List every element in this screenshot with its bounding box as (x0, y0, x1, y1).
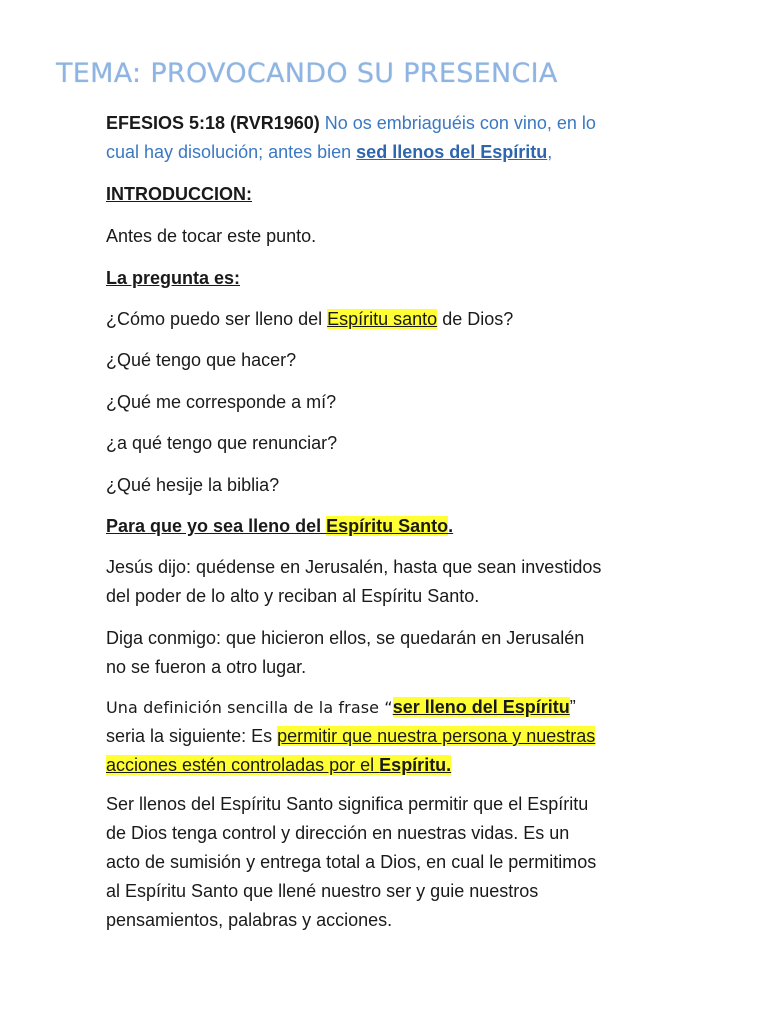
verse-highlight: sed llenos del Espíritu (356, 142, 548, 162)
jesus-paragraph (106, 553, 666, 611)
diga-line-1: Diga conmigo: que hicieron ellos, se quedarán en Jerusalén (106, 628, 585, 648)
question-4: ¿a qué tengo que renunciar? (106, 433, 338, 453)
definition-line-2-start: seria la siguiente: Es (106, 726, 278, 746)
jesus-line-2: del poder de lo alto y reciban al Espíritu Santo. (106, 586, 480, 606)
definition-phrase: ser lleno del Espíritu (392, 697, 570, 717)
document-title: TEMA: PROVOCANDO SU PRESENCIA (56, 58, 558, 89)
verse-text-line1: No os embriaguéis con vino, en lo (319, 113, 596, 133)
closing-line-5: pensamientos, palabras y acciones. (106, 910, 393, 930)
closing-line-2: de Dios tenga control y dirección en nuestras vidas. Es un (106, 823, 570, 843)
definition-paragraph (106, 693, 666, 780)
jesus-line-1: Jesús dijo: quédense en Jerusalén, hasta que sean investidos (106, 557, 602, 577)
diga-paragraph (106, 624, 666, 682)
closing-line-3: acto de sumisión y entrega total a Dios, en cual le permitimos (106, 852, 597, 872)
spirit-heading-after: . (448, 516, 454, 536)
question-1 (106, 305, 666, 334)
spirit-heading (106, 512, 666, 541)
question-heading: La pregunta es: (106, 268, 241, 288)
question-5: ¿Qué hesije la biblia? (106, 475, 280, 495)
definition-highlight-line-2: permitir que nuestra persona y nuestras (277, 726, 596, 746)
closing-line-4: al Espíritu Santo que llené nuestro ser y guie nuestros (106, 881, 539, 901)
intro-text: Antes de tocar este punto. (106, 226, 317, 246)
closing-paragraph (106, 790, 666, 935)
spirit-heading-before: Para que yo sea lleno del (106, 516, 327, 536)
definition-highlight-line-3: acciones estén controladas por el (106, 755, 380, 775)
verse-paragraph (106, 109, 666, 167)
spirit-heading-highlight: Espíritu Santo (326, 516, 449, 536)
definition-intro: Una definición sencilla de la frase “ (106, 698, 393, 717)
definition-highlight-bold: Espíritu. (379, 755, 452, 775)
intro-heading: INTRODUCCION: (106, 184, 252, 204)
definition-close-quote: ” (569, 697, 576, 717)
verse-reference: EFESIOS 5:18 (RVR1960) (106, 113, 320, 133)
verse-trail: , (547, 142, 553, 162)
question-1-before: ¿Cómo puedo ser lleno del (106, 309, 328, 329)
question-1-highlight: Espíritu santo (327, 309, 438, 329)
diga-line-2: no se fueron a otro lugar. (106, 657, 307, 677)
question-2: ¿Qué tengo que hacer? (106, 350, 297, 370)
verse-text-line2: cual hay disolución; antes bien (106, 142, 357, 162)
closing-line-1: Ser llenos del Espíritu Santo significa permitir que el Espíritu (106, 794, 589, 814)
question-3: ¿Qué me corresponde a mí? (106, 392, 337, 412)
question-1-after: de Dios? (437, 309, 514, 329)
